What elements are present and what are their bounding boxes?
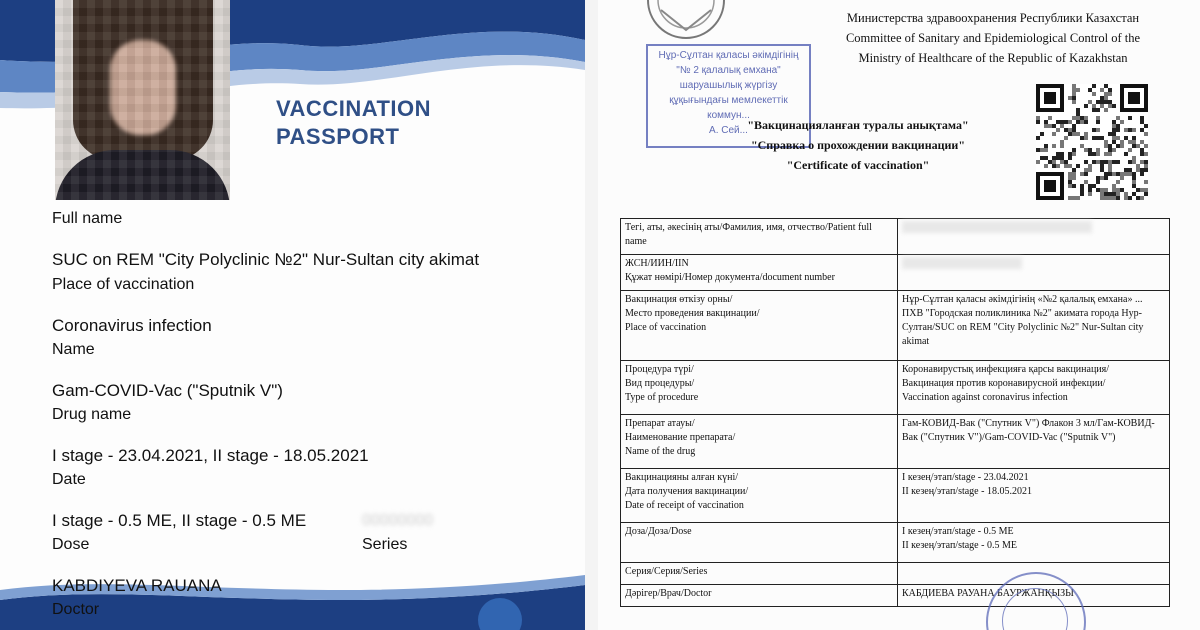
row-label-place: Вакцинация өткізу орны/ Место проведения вакцинации/ Place of vaccination — [621, 291, 898, 361]
dose-label: Dose — [52, 536, 90, 553]
row-label-date: Вакцинацияны алған күні/ Дата получения вакцинации/ Date of receipt of vaccination — [621, 469, 898, 523]
row-value-doctor: КАБДИЕВА РАУАНА БАУРЖАНҚЫЗЫ — [898, 585, 1170, 607]
qr-code-icon — [1036, 84, 1148, 200]
row-label-doctor: Дәрігер/Врач/Doctor — [621, 585, 898, 607]
table-row — [621, 469, 1170, 523]
date-label: Date — [52, 471, 86, 488]
table-row — [621, 415, 1170, 469]
row-label-dose: Доза/Доза/Dose — [621, 523, 898, 563]
row-label-full-name: Тегі, аты, әкесінің аты/Фамилия, имя, отчество/Patient full name — [621, 219, 898, 255]
table-row — [621, 563, 1170, 585]
table-row — [621, 585, 1170, 607]
row-value-iin — [898, 255, 1170, 291]
date-value: I stage - 23.04.2021, II stage - 18.05.2021 — [52, 446, 369, 465]
row-value-drug: Гам-КОВИД-Вак ("Спутник V") Флакон 3 мл/Гам-КОВИД-Вак ("Спутник V")/Gam-COVID-Vac ("Sputnik V") — [898, 415, 1170, 469]
place-of-vaccination-value: SUC on REM "City Polyclinic №2" Nur-Sultan city akimat — [52, 250, 480, 269]
drug-name-label: Drug name — [52, 406, 132, 423]
ministry-header: Министерства здравоохранения Республики Казахстан Committee of Sanitary and Epidemiological Control of the Ministry of Healthcare of the Republic of Kazakhstan — [845, 11, 1141, 65]
series-number-redacted: 00000000 — [362, 512, 434, 529]
passport-title: VACCINATION PASSPORT — [276, 96, 432, 149]
row-value-full-name — [898, 219, 1170, 255]
holder-photo-blurred — [55, 0, 230, 200]
vaccination-passport-card — [0, 0, 585, 630]
doctor-label: Doctor — [52, 601, 100, 618]
row-value-procedure: Коронавирустық инфекцияға қарсы вакцинация/ Вакцинация против коронавирусной инфекции/ Vaccination against coronavirus infection — [898, 361, 1170, 415]
certificate-table — [620, 218, 1170, 607]
table-row — [621, 255, 1170, 291]
doctor-value: KABDIYEVA RAUANA — [52, 576, 222, 595]
full-name-label: Full name — [52, 210, 123, 227]
row-label-drug: Препарат атауы/ Наименование препарата/ Name of the drug — [621, 415, 898, 469]
place-of-vaccination-label: Place of vaccination — [52, 276, 195, 293]
certificate-title: "Вакцинацияланған туралы анықтама" "Справка о прохождении вакцинации" "Certificate of vaccination" — [747, 118, 969, 172]
table-row — [621, 219, 1170, 255]
row-label-procedure: Процедура түрі/ Вид процедуры/ Type of procedure — [621, 361, 898, 415]
table-row — [621, 361, 1170, 415]
name-value: Coronavirus infection — [52, 316, 212, 335]
row-value-place: Нұр-Сұлтан қаласы әкімдігінің «№2 қалалық емхана» ... ПХВ "Городская поликлиника №2" акимата города Нур-Султан/SUC on REM "City Polyclinic №2" Nur-Sultan city akimat — [898, 291, 1170, 361]
row-value-date: I кезең/этап/stage - 23.04.2021 II кезең/этап/stage - 18.05.2021 — [898, 469, 1170, 523]
name-label: Name — [52, 341, 95, 358]
row-label-iin: ЖСН/ИИН/IIN Құжат нөмірі/Номер документа/document number — [621, 255, 898, 291]
row-label-series: Серия/Серия/Series — [621, 563, 898, 585]
dose-value: I stage - 0.5 ME, II stage - 0.5 ME — [52, 511, 307, 530]
institution-stamp: Нұр-Сұлтан қаласы әкімдігінің "№ 2 қалалық емхана" шаруашылық жүргізу құқығындағы мемлекеттік коммун... А. Сей... — [646, 44, 811, 148]
series-label: Series — [362, 536, 408, 553]
table-row — [621, 523, 1170, 563]
vaccination-certificate-document — [598, 0, 1200, 630]
state-emblem-icon — [626, 0, 746, 40]
drug-name-value: Gam-COVID-Vac ("Sputnik V") — [52, 381, 283, 400]
table-row — [621, 291, 1170, 361]
row-value-dose: I кезең/этап/stage - 0.5 МЕ II кезең/этап/stage - 0.5 МЕ — [898, 523, 1170, 563]
